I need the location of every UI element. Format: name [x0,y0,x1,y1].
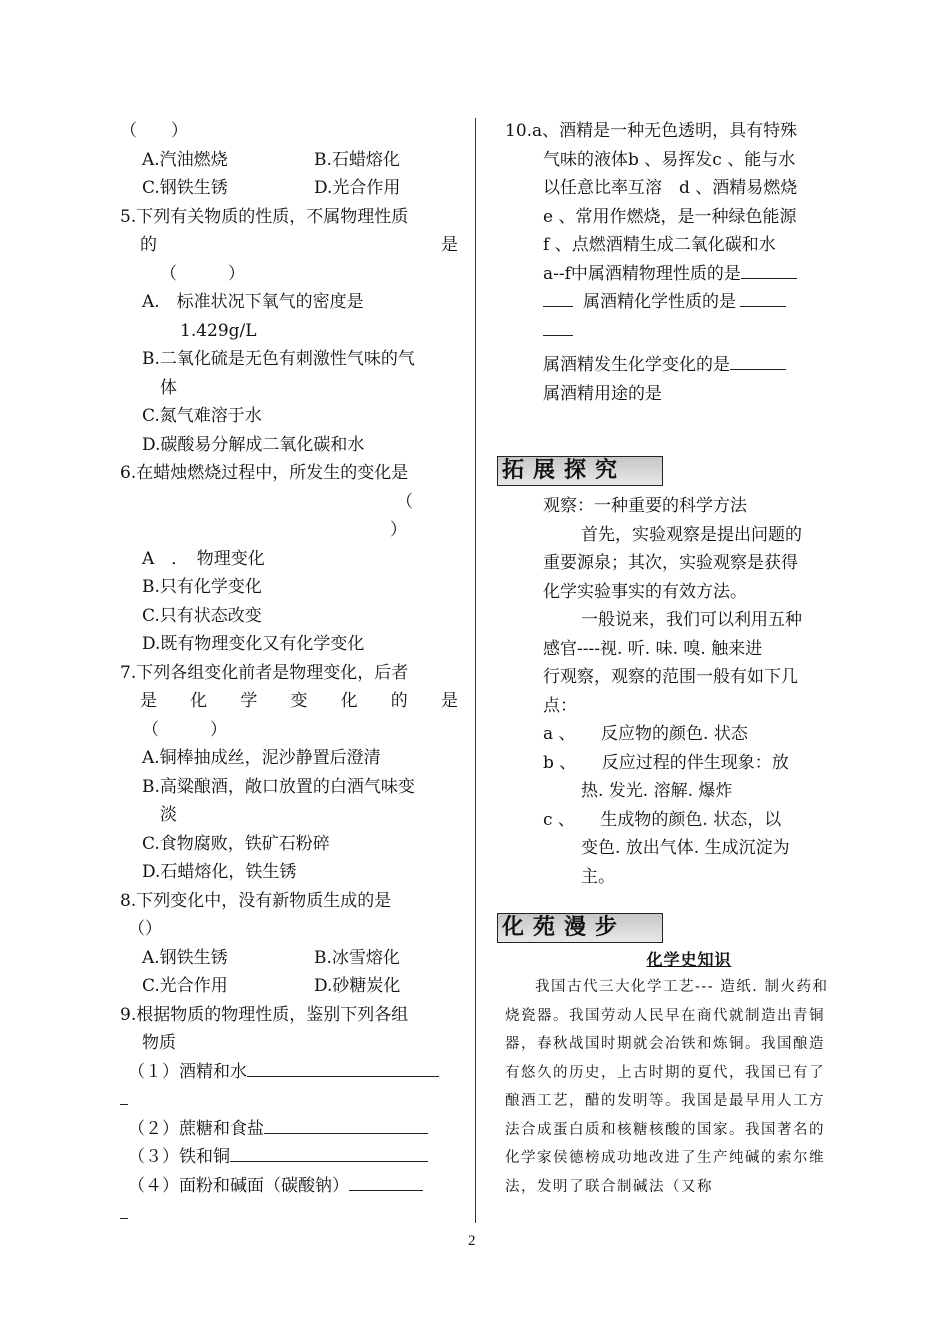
q5-option-b-line1: B.二氧化硫是无色有刺激性气味的气 [142,349,415,369]
q9-stem-line2: 物质 [142,1033,176,1053]
q7-char: 学 [240,691,258,711]
q5-option-b-line2: 体 [160,377,177,398]
answer-blank[interactable] [120,1200,128,1219]
q8-option-a: A.钢铁生锈 [142,947,228,968]
q9-item-2-label: （２）蔗糖和食盐 [128,1118,264,1139]
q7-paren: （ ） [142,719,227,740]
obs-p1-line2: 重要源泉；其次，实验观察是获得 [543,553,798,573]
q4-paren: （ ） [120,121,188,141]
column-divider [475,118,476,1223]
q9-stem-line1: 9.根据物质的物理性质，鉴别下列各组 [120,1004,409,1025]
q8-stem: 8.下列变化中，没有新物质生成的是 [120,890,392,911]
q10-ask-2-overflow [505,317,833,346]
q10-ask-3-label: 属酒精发生化学变化的是 [543,355,730,375]
q9-item-3-label: （３）铁和铜 [128,1147,230,1167]
answer-blank[interactable] [740,288,786,307]
obs-p1-line3: 化学实验事实的有效方法。 [543,581,747,602]
q6-stem: 6.在蜡烛燃烧过程中，所发生的变化是 [120,463,409,483]
q7-char: 的 [390,691,408,711]
q7-stem: 7.下列各组变化前者是物理变化，后者 [120,662,409,683]
history-paragraph: 我国古代三大化学工艺--- 造纸. 制火药和烧瓷器。我国劳动人民早在商代就制造出青铜器，春秋战国时期就会冶铁和炼铜。我国酿造有悠久的历史，上古时期的夏代，我国已有了酿酒工艺，醋的发明等。我国是最早用人工方法合成蛋白质和核糖核酸的国家。我国著名的化学家侯德榜成功地改进了生产纯碱的索尔维法，发明了联合制碱法（又称 [505,979,829,1195]
answer-blank[interactable] [230,1143,428,1162]
obs-point-c-line2: 变色. 放出气体. 生成沉淀为 [581,838,790,858]
answer-blank[interactable] [247,1058,439,1077]
left-column [120,117,458,1229]
q4-option-b: B.石蜡熔化 [314,149,400,170]
q10-ask-3 [505,351,833,380]
q9-item-3 [120,1143,458,1172]
obs-p2-line1: 一般说来，我们可以利用五种 [581,610,802,630]
q7-option-a: A.铜棒抽成丝，泥沙静置后澄清 [142,748,381,768]
history-subtitle: 化学史知识 [646,950,732,969]
q5-option-a-line1: A. 标准状况下氧气的密度是 [142,292,364,312]
obs-p2-line3: 行观察，观察的范围一般有如下几 [543,667,798,687]
q7-stem-line2 [120,687,458,716]
obs-title: 观察：一种重要的科学方法 [543,496,747,516]
q6-option-b: B.只有化学变化 [142,577,262,597]
q7-option-d: D.石蜡熔化，铁生锈 [142,862,297,882]
q9-item-4-overflow [120,1200,458,1229]
q7-char: 是 [440,691,458,711]
q9-item-1 [120,1058,458,1087]
obs-point-b-line2: 热. 发光. 溶解. 爆炸 [581,781,733,801]
q10-line-4: e 、常用作燃烧，是一种绿色能源 [543,206,797,227]
q5-stem-2b: 是 [441,235,458,255]
answer-blank[interactable] [543,288,573,307]
section-title-extension: 拓展探究 [497,456,663,486]
q10-line-3: 以任意比率互溶 d 、酒精易燃烧 [543,178,798,198]
q5-option-c: C.氮气难溶于水 [142,406,262,426]
obs-point-b-line1: b 、 反应过程的伴生现象：放 [543,752,789,773]
q10-ask-4: 属酒精用途的是 [543,383,662,404]
q5-option-d: D.碳酸易分解成二氧化碳和水 [142,434,365,455]
q6-option-d: D.既有物理变化又有化学变化 [142,634,365,654]
q4-options-row1 [120,146,458,175]
q9-item-4 [120,1172,458,1201]
q9-item-4-label: （４）面粉和碱面（碳酸钠） [128,1175,349,1196]
q7-option-b-line1: B.高粱酿酒，敞口放置的白酒气味变 [142,776,415,797]
q10-line-5: f 、点燃酒精生成二氧化碳和水 [543,235,776,255]
answer-blank[interactable] [730,351,786,370]
q4-option-c: C.钢铁生锈 [142,178,228,198]
q5-paren: （ ） [160,263,245,284]
q6-paren-open: （ [396,491,413,512]
q4-option-d: D.光合作用 [314,178,401,198]
obs-p1-line1: 首先，实验观察是提出问题的 [581,524,802,545]
q7-char: 变 [290,691,308,711]
q6-paren-close: ） [390,520,407,540]
page-number: 2 [468,1233,476,1249]
q9-item-2 [120,1115,458,1144]
q8-options-row1 [120,944,458,973]
right-column [502,117,833,1201]
answer-blank[interactable] [120,1086,128,1105]
q9-item-1-overflow [120,1086,458,1115]
q6-option-a: A ． 物理变化 [142,548,265,569]
section-title-garden: 化苑漫步 [497,913,663,943]
obs-p2-line4: 点： [543,695,577,716]
q10-ask-1 [505,260,833,289]
q10-ask-2 [505,288,833,317]
spacer [505,408,833,456]
q7-char: 化 [190,691,208,711]
q7-char: 是 [140,691,157,711]
q5-stem: 5.下列有关物质的性质，不属物理性质 [120,206,409,227]
q8-paren: （） [128,919,162,939]
q10-ask-1-label: a--f中属酒精物理性质的是 [543,263,741,284]
q8-option-d: D.砂糖炭化 [314,976,401,996]
answer-blank[interactable] [741,260,797,279]
q7-option-c: C.食物腐败，铁矿石粉碎 [142,833,330,854]
q7-char: 化 [340,691,358,711]
q7-option-b-line2: 淡 [160,805,177,825]
q10-line-1: 10.a、酒精是一种无色透明，具有特殊 [505,121,798,141]
q8-options-row2 [120,972,458,1001]
q8-option-c: C.光合作用 [142,976,228,996]
obs-point-a: a 、 反应物的颜色. 状态 [543,724,748,744]
q5-option-a-line2: 1.429g/L [180,320,257,341]
q5-stem-line2 [120,231,458,260]
answer-blank[interactable] [543,317,573,336]
obs-point-c-line3: 主。 [581,866,615,887]
q4-option-a: A.汽油燃烧 [142,149,228,170]
q4-options-row2 [120,174,458,203]
obs-point-c-line1: c 、 生成物的颜色. 状态，以 [543,809,782,830]
q10-ask-2-label: 属酒精化学性质的是 [583,292,736,312]
answer-blank[interactable] [264,1115,428,1134]
q5-stem-2a: 的 [140,235,157,255]
obs-p2-line2: 感官----视. 听. 味. 嗅. 触来进 [543,638,763,659]
q8-option-b: B.冰雪熔化 [314,947,400,968]
q10-line-2: 气味的液体b 、易挥发c 、能与水 [543,149,796,170]
q6-option-c: C.只有状态改变 [142,605,262,626]
answer-blank[interactable] [349,1172,423,1191]
q9-item-1-label: （１）酒精和水 [128,1061,247,1082]
